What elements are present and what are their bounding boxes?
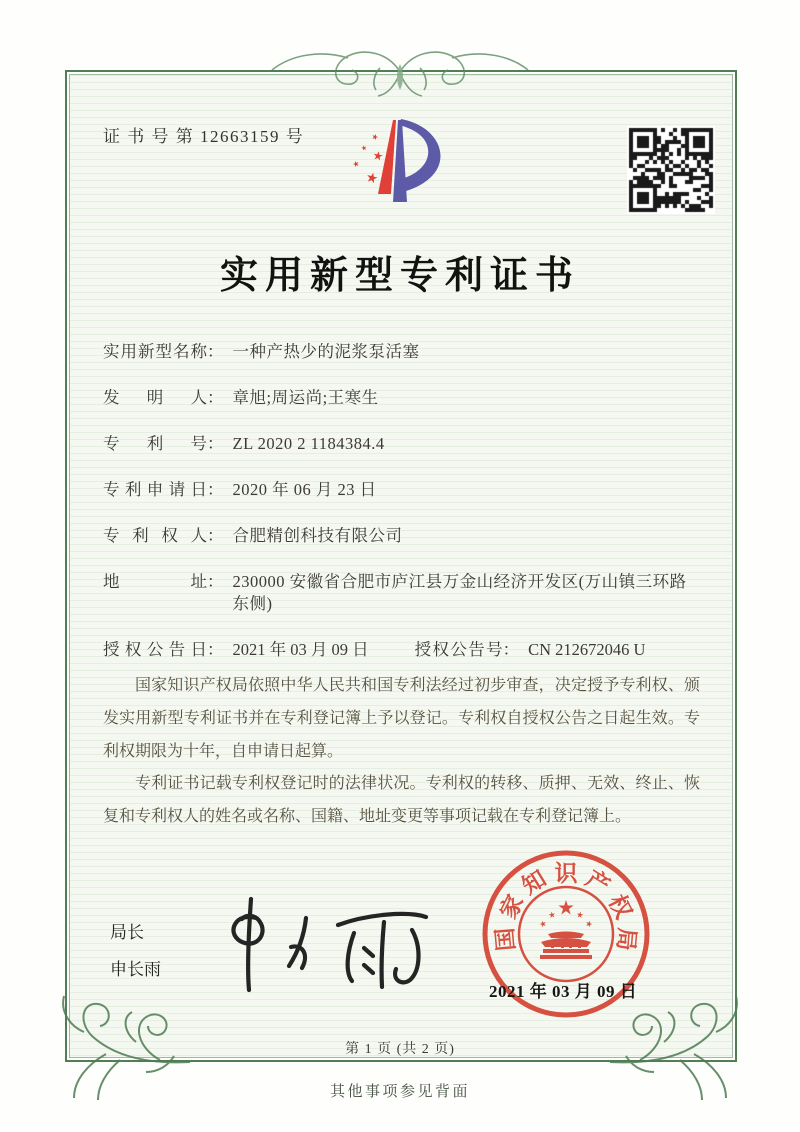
qr-code (627, 126, 715, 214)
certificate-title: 实用新型专利证书 (219, 255, 580, 297)
svg-text:知: 知 (517, 864, 551, 900)
field-value-grant-number: CN 212672046 U (528, 640, 646, 659)
back-side-note: 其他事项参见背面 (329, 1084, 470, 1100)
field-value-address: 230000 安徽省合肥市庐江县万金山经济开发区(万山镇三环路东侧) (232, 572, 687, 613)
field-colon: ： (207, 480, 224, 499)
svg-text:局: 局 (612, 926, 641, 952)
field-label: 专利号 (103, 434, 207, 453)
top-ornament-flourish (248, 42, 552, 100)
field-label: 发明人 (103, 388, 207, 407)
field-row-patent-number (103, 433, 697, 455)
field-row-address (103, 571, 697, 615)
field-colon: ： (207, 640, 224, 659)
certificate-number: 证 书 号 第 12663159 号 (103, 127, 305, 146)
field-row-patent-name (103, 341, 697, 363)
field-value-patent-name: 一种产热少的泥浆泵活塞 (232, 342, 420, 361)
svg-text:产: 产 (581, 864, 615, 900)
seal-date: 2021 年 03 月 09 日 (489, 982, 638, 1001)
field-row-filing-date (103, 479, 697, 501)
field-colon: ： (207, 342, 224, 361)
field-colon: ： (207, 434, 224, 453)
commissioner-title: 局长 (110, 923, 144, 942)
page-number: 第 1 页 (共 2 页) (345, 1042, 455, 1057)
commissioner-signature (212, 884, 440, 1002)
field-label: 实用新型名称 (103, 342, 207, 361)
field-label: 地址 (103, 572, 207, 591)
legal-text-block (103, 670, 700, 834)
legal-paragraph-1: 国家知识产权局依照中华人民共和国专利法经过初步审查，决定授予专利权、颁发实用新型专利证书并在专利登记簿上予以登记。专利权自授权公告之日起生效。专利权期限为十年，自申请日起算。 (103, 677, 700, 760)
field-colon: ： (207, 388, 224, 407)
field-label: 授权公告号 (414, 640, 503, 659)
field-value-filing-date: 2020 年 06 月 23 日 (232, 480, 377, 499)
svg-text:识: 识 (554, 860, 578, 886)
field-value-inventors: 章旭;周运尚;王寒生 (232, 388, 379, 407)
field-value-patentee: 合肥精创科技有限公司 (232, 526, 403, 545)
cnipa-logo (338, 106, 462, 230)
field-label: 专利权人 (103, 526, 207, 545)
svg-text:国: 国 (491, 926, 520, 952)
field-row-inventors (103, 387, 697, 409)
field-colon: ： (207, 572, 224, 591)
commissioner-name: 申长雨 (110, 960, 161, 979)
field-row-patentee (103, 525, 697, 547)
field-colon: ： (502, 640, 520, 659)
grant-number-group (415, 639, 646, 661)
field-label: 专利申请日 (103, 480, 207, 499)
field-colon: ： (207, 526, 224, 545)
field-value-grant-date: 2021 年 03 月 09 日 (232, 640, 369, 659)
field-list (103, 341, 697, 685)
field-row-grant (103, 639, 697, 661)
legal-paragraph-2: 专利证书记载专利权登记时的法律状况。专利权的转移、质押、无效、终止、恢复和专利权人的姓名或名称、国籍、地址变更等事项记载在专利登记簿上。 (103, 775, 700, 826)
svg-text:权: 权 (603, 890, 638, 923)
svg-text:家: 家 (494, 890, 529, 923)
field-label: 授权公告日 (103, 640, 207, 659)
field-value-patent-number: ZL 2020 2 1184384.4 (232, 434, 385, 453)
